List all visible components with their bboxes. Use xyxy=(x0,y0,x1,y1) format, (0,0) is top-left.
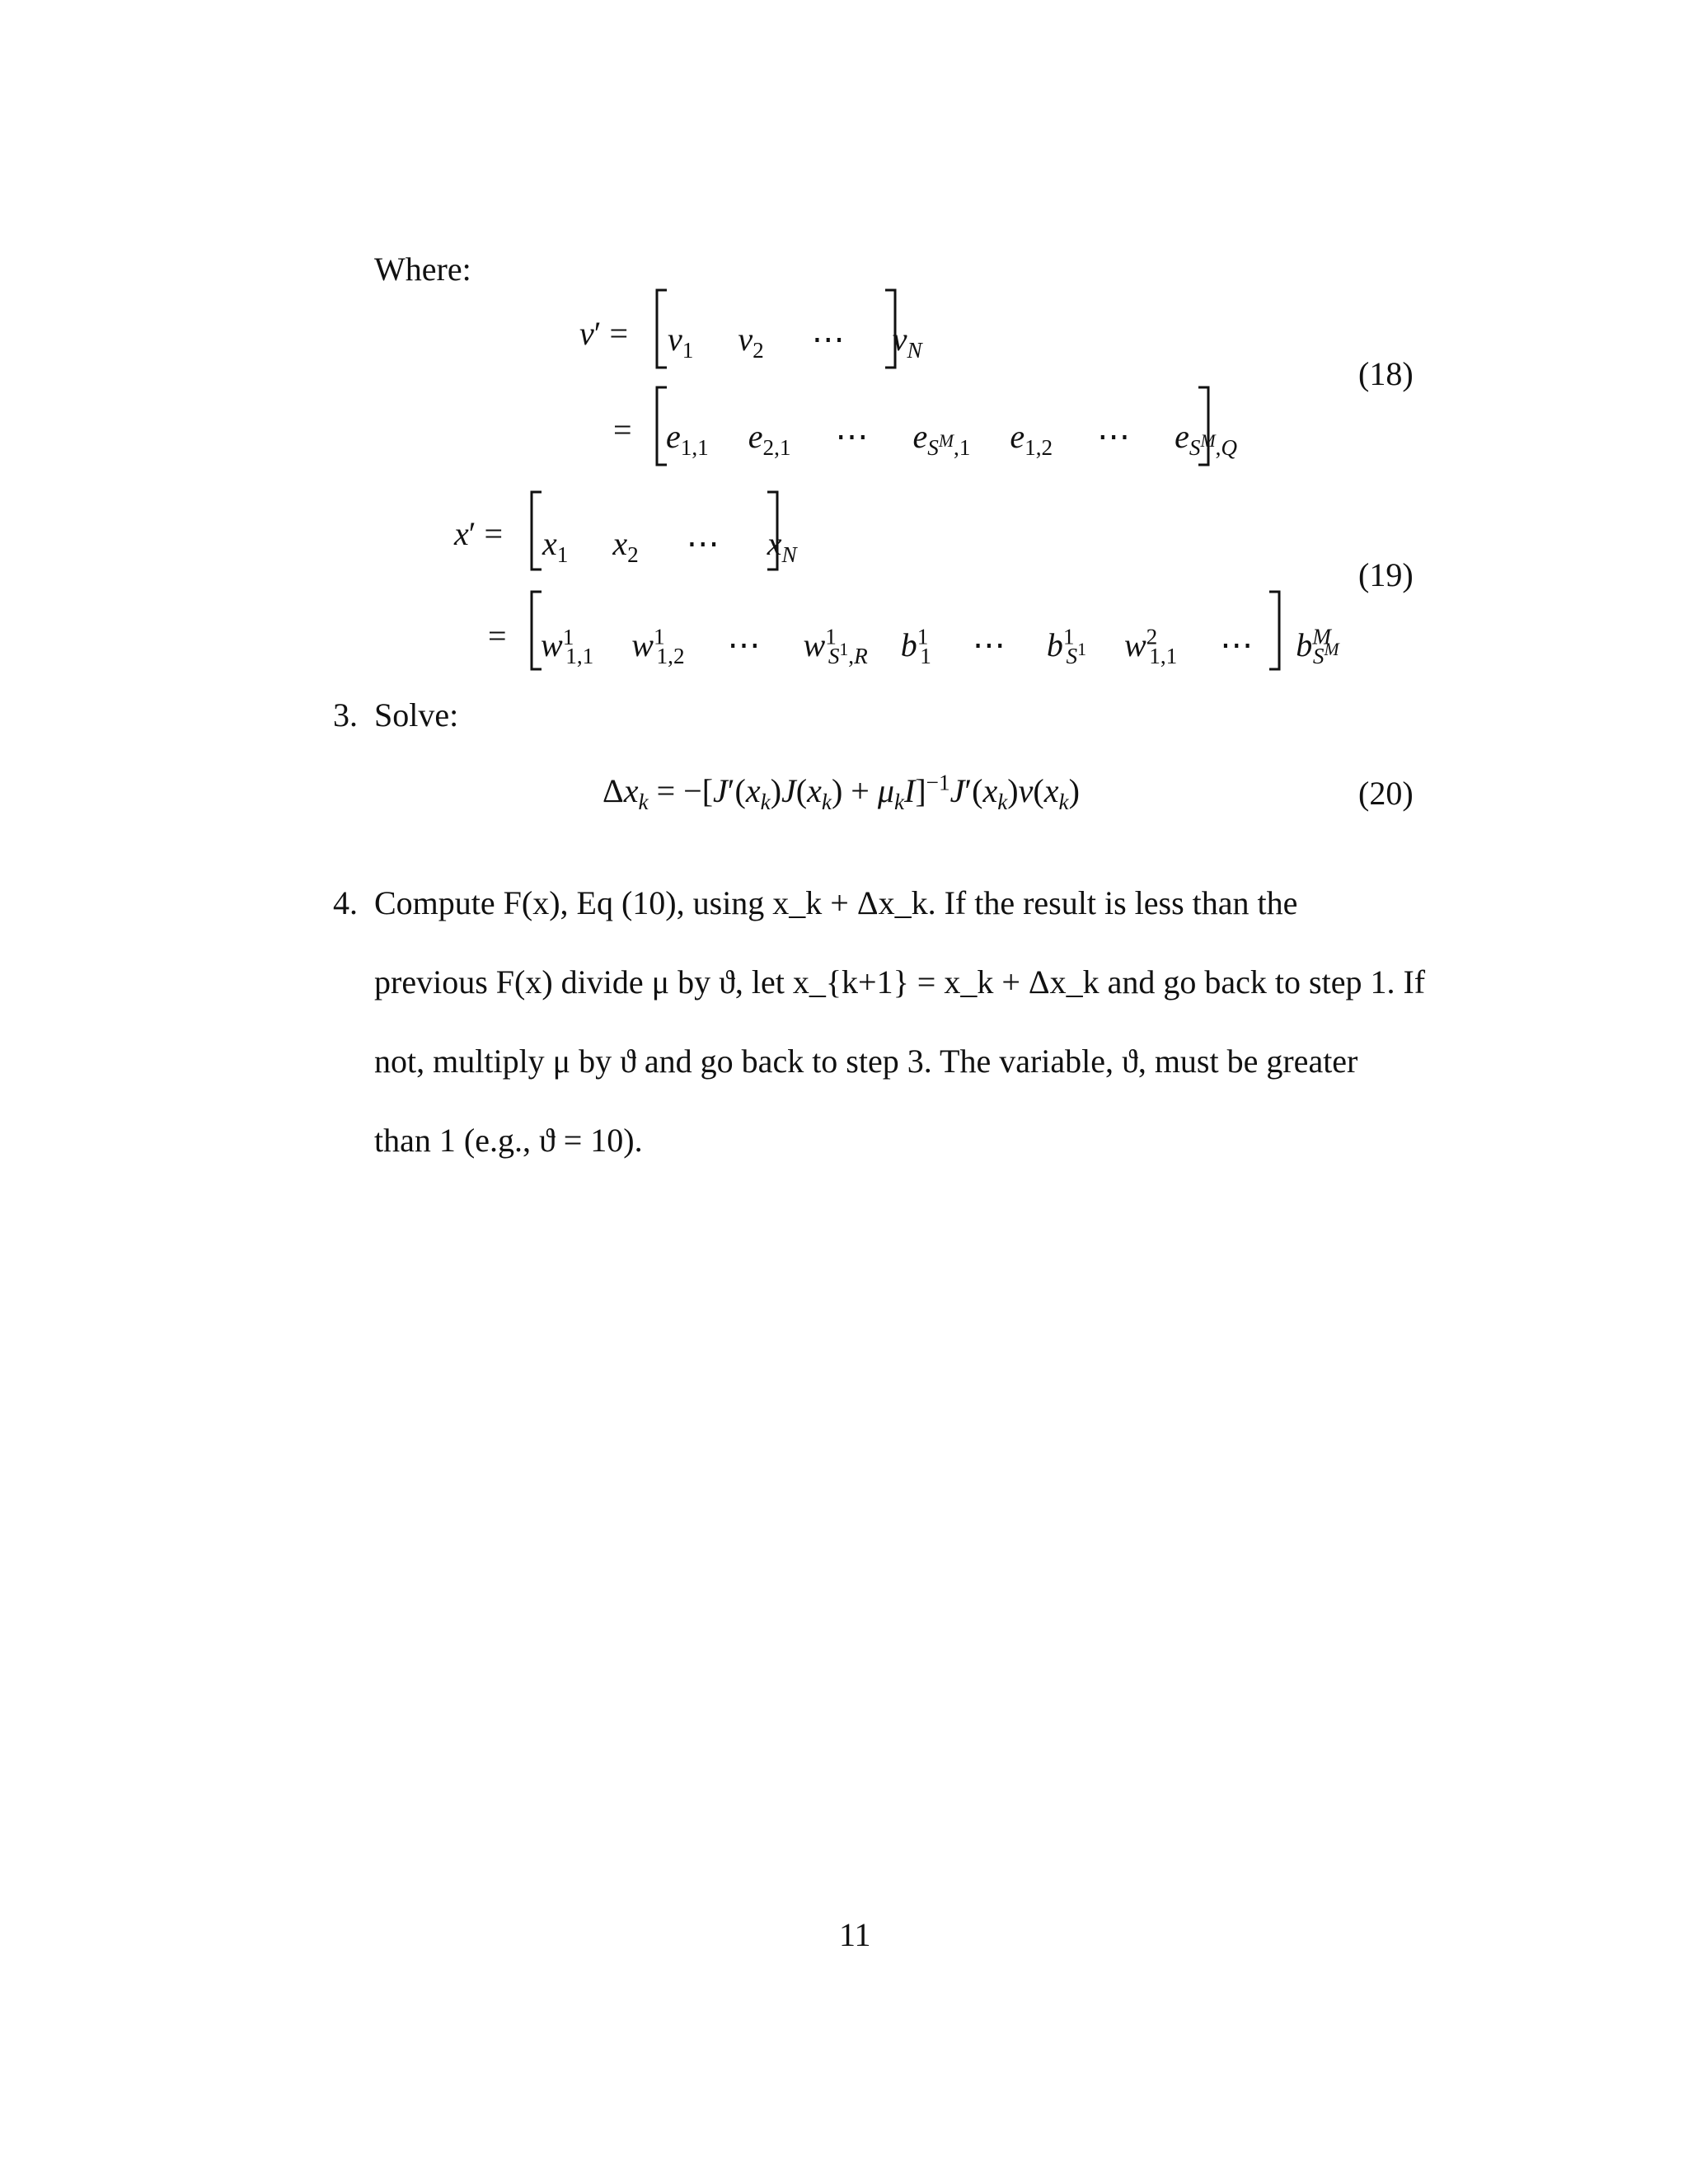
eq18-row2-cells: $e_{1,1}$ $e_{2,1}$ ⋯ $e_{S^M,1}$ $e_{1,2}$ ⋯ $e_{S^M,Q}$ xyxy=(666,418,1238,460)
eq18-number: (18) xyxy=(1358,355,1414,392)
equation-20: $\Delta x_k = -[J'(x_k)J(x_k) + \mu_kI]^{-1}J'(x_k)v(x_k)$ xyxy=(603,770,1080,814)
step4-line-4: than 1 (e.g., ϑ = 10). xyxy=(374,1122,643,1159)
eq19-row1-bracket-left xyxy=(528,490,543,574)
eq19-number: (19) xyxy=(1358,556,1414,593)
eq19-row1-bracket-right xyxy=(766,490,781,574)
eq18-equals-2: = xyxy=(613,411,632,448)
eq19-row2-cells: $w^1_{1,1}$ $w^1_{1,2}$ ⋯ $w^1_{S^1,R}$ $b^1_1$ ⋯ $b^1_{S^1}$ $w^2_{1,1}$ ⋯ $b^M_{S^M}$ xyxy=(541,624,1339,668)
step4-line-1: Compute F(x), Eq (10), using x_k + Δx_k. If the result is less than the xyxy=(374,884,1298,921)
eq18-row2-bracket-right xyxy=(1197,386,1212,470)
eq19-row1-cells: $x_1$ $x_2$ ⋯ $x_N$ xyxy=(542,525,797,567)
eq19-equals-2: = xyxy=(488,617,507,654)
step4-marker: 4. xyxy=(333,884,358,921)
eq18-lhs: v′ = xyxy=(579,315,629,352)
where-label: Where: xyxy=(374,251,471,288)
step3-marker: 3. xyxy=(333,696,358,733)
eq18-row1-bracket-left xyxy=(654,288,668,373)
eq20-number: (20) xyxy=(1358,775,1414,812)
page-number: 11 xyxy=(839,1916,871,1953)
eq18-row1-bracket-right xyxy=(884,288,898,373)
step3-label: Solve: xyxy=(374,696,459,733)
step4-line-3: not, multiply μ by ϑ and go back to step 3. The variable, ϑ, must be greater xyxy=(374,1043,1358,1080)
eq19-row2-bracket-right xyxy=(1268,590,1282,674)
step4-line-2: previous F(x) divide μ by ϑ, let x_{k+1} = x_k + Δx_k and go back to step 1. If xyxy=(374,963,1426,1001)
eq19-lhs: x′ = xyxy=(454,515,504,552)
eq18-row1-cells: $v_1$ $v_2$ ⋯ $v_N$ xyxy=(668,321,922,363)
